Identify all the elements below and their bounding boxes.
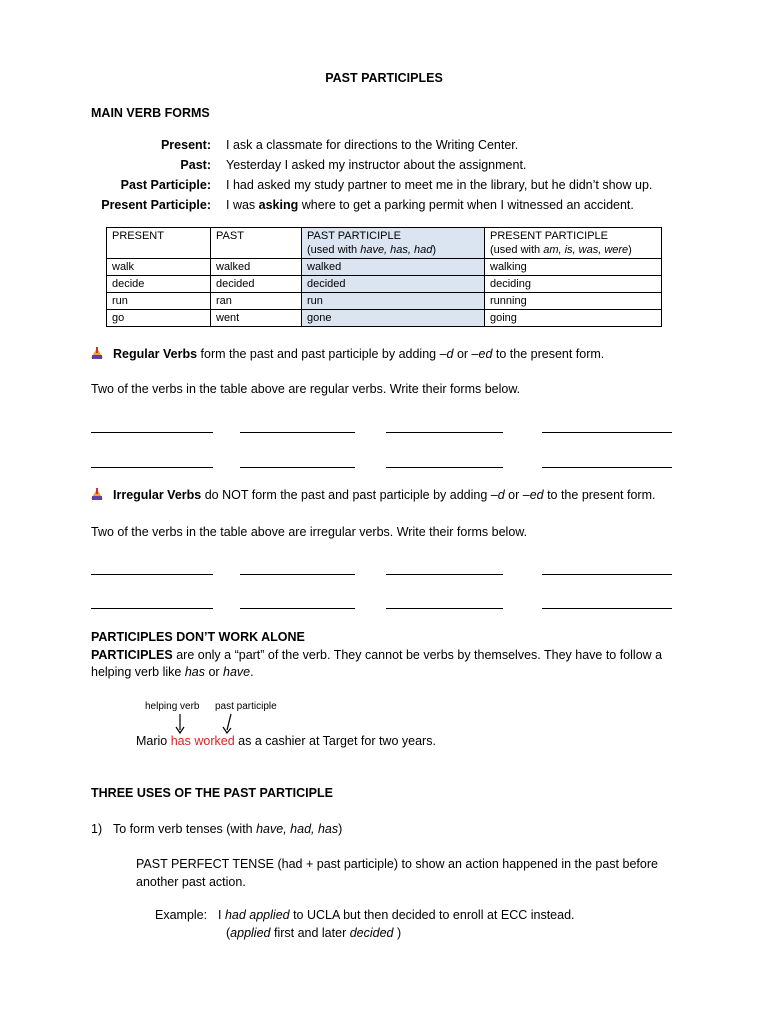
header-present: PRESENT [107,228,211,259]
past-perfect-line-2: another past action. [136,875,246,889]
item-1-number: 1) [91,822,103,836]
table-row [107,276,662,293]
participles-line-1: PARTICIPLES are only a “part” of the verb. They cannot be verbs by themselves. They have to follow a [91,648,663,662]
past-participle-example: I had asked my study partner to meet me in the library, but he didn’t show up. [226,178,653,192]
table-cell: ran [211,293,302,310]
answer-blank[interactable] [240,432,355,433]
participle-example-sentence: Mario has worked as a cashier at Target for two years. [136,734,436,748]
regular-verbs-rule: Regular Verbs form the past and past participle by adding –d or –ed to the present form. [113,347,605,361]
present-participle-label: Present Participle: [101,198,211,212]
main-verb-forms-heading: MAIN VERB FORMS [91,106,210,120]
table-cell: walking [485,259,662,276]
helping-verb-label: helping verb [145,701,200,712]
answer-blank[interactable] [386,467,503,468]
header-past: PAST [211,228,302,259]
table-cell: running [485,293,662,310]
table-cell: decide [107,276,211,293]
table-row [107,259,662,276]
participles-heading: PARTICIPLES DON’T WORK ALONE [91,630,305,644]
answer-blank[interactable] [542,574,672,575]
regular-instruction: Two of the verbs in the table above are regular verbs. Write their forms below. [91,382,521,396]
table-cell: run [302,293,485,310]
verb-forms-table [106,227,662,327]
present-label: Present: [160,138,211,152]
table-cell: walk [107,259,211,276]
answer-blank[interactable] [542,608,672,609]
page-title: PAST PARTICIPLES [325,71,443,85]
table-cell: go [107,310,211,327]
past-participle-label: Past Participle: [120,178,211,192]
answer-blank[interactable] [386,432,503,433]
three-uses-heading: THREE USES OF THE PAST PARTICIPLE [91,786,333,800]
answer-blank[interactable] [91,432,213,433]
table-cell: decided [211,276,302,293]
item-1-text: To form verb tenses (with have, had, has) [113,822,343,836]
answer-blank[interactable] [542,432,672,433]
answer-blank[interactable] [91,608,213,609]
answer-blank[interactable] [240,467,355,468]
hand-pointer-icon [89,346,105,365]
table-cell: walked [211,259,302,276]
table-cell: decided [302,276,485,293]
table-cell: walked [302,259,485,276]
table-row [107,293,662,310]
header-past-participle: PAST PARTICIPLE (used with have, has, had) [302,228,485,259]
table-cell: going [485,310,662,327]
table-header-row [107,228,662,259]
hand-pointer-icon [89,487,105,506]
irregular-verbs-rule: Irregular Verbs do NOT form the past and past participle by adding –d or –ed to the present form. [113,488,656,502]
answer-blank[interactable] [386,608,503,609]
example-explanation: (applied first and later decided ) [226,926,402,940]
present-participle-example: I was asking where to get a parking permit when I witnessed an accident. [226,198,634,212]
irregular-instruction: Two of the verbs in the table above are irregular verbs. Write their forms below. [91,525,528,539]
past-label: Past: [180,158,211,172]
example-label: Example: [155,908,208,922]
answer-blank[interactable] [542,467,672,468]
table-cell: went [211,310,302,327]
answer-blank[interactable] [91,574,213,575]
participles-line-2: helping verb like has or have. [91,665,254,679]
past-example: Yesterday I asked my instructor about the assignment. [226,158,527,172]
present-example: I ask a classmate for directions to the Writing Center. [226,138,519,152]
table-cell: run [107,293,211,310]
table-row [107,310,662,327]
answer-blank[interactable] [240,574,355,575]
example-sentence: I had applied to UCLA but then decided to enroll at ECC instead. [218,908,575,922]
table-cell: gone [302,310,485,327]
answer-blank[interactable] [386,574,503,575]
past-participle-label-small: past participle [215,701,277,712]
header-present-participle: PRESENT PARTICIPLE (used with am, is, was, were) [485,228,662,259]
answer-blank[interactable] [91,467,213,468]
answer-blank[interactable] [240,608,355,609]
table-cell: deciding [485,276,662,293]
past-perfect-line-1: PAST PERFECT TENSE (had + past participle) to show an action happened in the past before [136,857,658,871]
arrow-icons [170,712,240,736]
